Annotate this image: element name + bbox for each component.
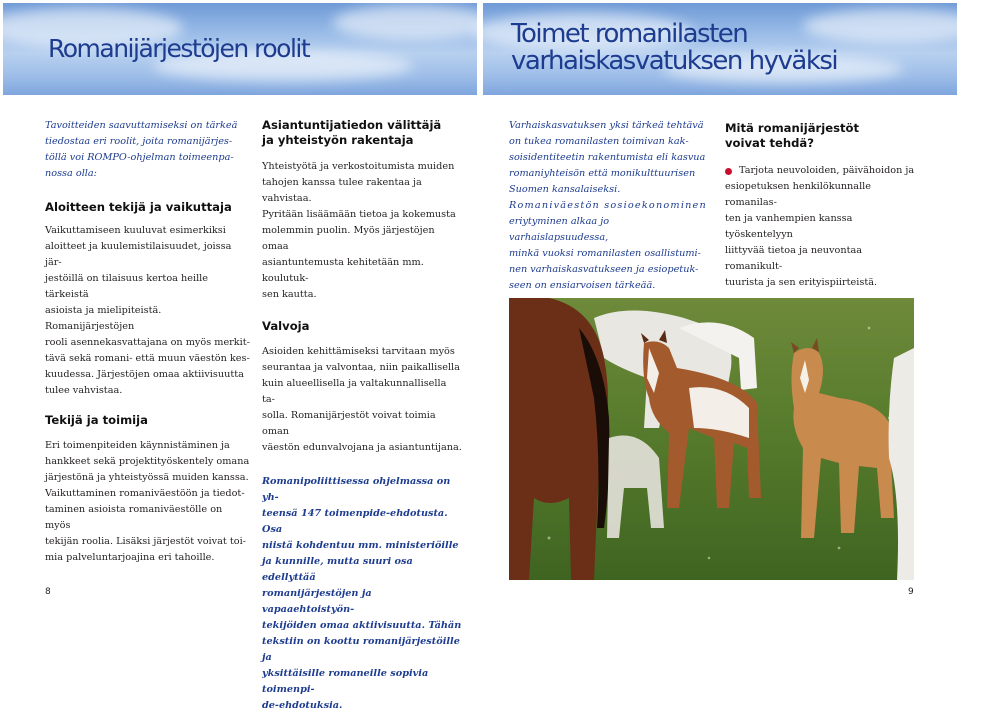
bullet-item: Tarjota neuvoloiden, päivähoidon ja esiopetuksen henkilökunnalle romanilas- ten ja vanhempien kanssa työskentelyyn liittyvää tietoa ja neuvontaa romanikult- tuurista ja sen erityispiirteistä. bbox=[725, 165, 915, 288]
highlight-quote: Romanipoliittisessa ohjelmassa on yh- teensä 147 toimenpide-ehdotusta. Osa niistä kohdentuu mm. ministeriöille ja kunnille, mutta suuri osa edellyttää romanijärjestöjen ja vapaaehtoistyön- tekijöiden omaa aktiivisuutta. Tähän tekstiin on koottu romanijärjestöille ja yksittäisille romaneille sopivia toimenpi- de-ehdotuksia. bbox=[262, 476, 462, 711]
left-column-1 bbox=[45, 118, 250, 566]
heading-tekija-ja-toimija: Tekijä ja toimija bbox=[45, 413, 148, 427]
section4-body: Asioiden kehittämiseksi tarvitaan myös seurantaa ja valvontaa, niin paikallisella kuin alueellisella ja valtakunnallisella ta- solla. Romanijärjestöt voivat toimia oman väestön edunvalvojana ja asiantuntijana. bbox=[262, 346, 462, 453]
section3-body: Yhteistyötä ja verkostoitumista muiden tahojen kanssa tulee rakentaa ja vahvistaa. Pyritään lisäämään tietoa ja kokemusta molemmin puolin. Myös järjestöjen omaa asiantuntemusta kehitetään mm. koulutuk- sen kautta. bbox=[262, 161, 456, 300]
page-number-left: 8 bbox=[45, 587, 51, 597]
section2-body: Eri toimenpiteiden käynnistäminen ja hankkeet sekä projektityöskentely omana järjestönä ja yhteistyössä muiden kanssa. Vaikuttaminen romaniväestöön ja tiedot- taminen asioista romaniväestölle on myös tekijän roolia. Lisäksi järjestöt voivat toi- mia palveluntarjoajina eri tahoille. bbox=[45, 440, 250, 563]
heading-asiantuntijatiedon-valittaja: Asiantuntijatiedon välittäjä ja yhteistyön rakentaja bbox=[262, 118, 442, 147]
horses-photo bbox=[509, 298, 914, 580]
right-sidebar bbox=[725, 121, 920, 291]
right-column-1 bbox=[509, 118, 709, 294]
bullet-dot-icon bbox=[725, 168, 732, 175]
right-page-title: Toimet romanilasten varhaiskasvatuksen hyväksi bbox=[511, 19, 838, 76]
page-number-right: 9 bbox=[908, 587, 914, 597]
sidebar-heading: Mitä romanijärjestöt voivat tehdä? bbox=[725, 121, 860, 150]
left-column-2 bbox=[262, 118, 462, 714]
intro-text: Tavoitteiden saavuttamiseksi on tärkeä tiedostaa eri roolit, joita romanijärjes- töllä voi ROMPO-ohjelman toimeenpa- nossa olla: bbox=[45, 120, 238, 179]
section1-body: Vaikuttamiseen kuuluvat esimerkiksi aloitteet ja kuulemistilaisuudet, joissa jär- jestöillä on tilaisuus kertoa heille tärkeistä asioista ja mielipiteistä. Romanijärjestöjen rooli asennekasvattajana on myös merkit- tävä sekä romani- että muun väestön kes- kuudessa. Järjestöjen omaa aktiivisuutta tulee vahvistaa. bbox=[45, 225, 250, 396]
right-intro-text: Varhaiskasvatuksen yksi tärkeä tehtävä on tukea romanilasten toimivan kak- soisidentiteetin rakentumista eli kasvua romaniyhteisön että monikulttuurisen Suomen kansalaiseksi. Romaniväestön sosioekonominen eriytyminen alkaa jo varhaislapsuudessa, minkä vuoksi romanilasten osallistumi- nen varhaiskasvatukseen ja esiopetuk- seen on ensiarvoisen tärkeää. bbox=[509, 120, 707, 291]
right-banner bbox=[483, 3, 957, 95]
left-page-title: Romanijärjestöjen roolit bbox=[48, 34, 310, 63]
left-banner bbox=[3, 3, 477, 95]
heading-aloitteen-tekija: Aloitteen tekijä ja vaikuttaja bbox=[45, 200, 232, 214]
heading-valvoja: Valvoja bbox=[262, 319, 310, 333]
